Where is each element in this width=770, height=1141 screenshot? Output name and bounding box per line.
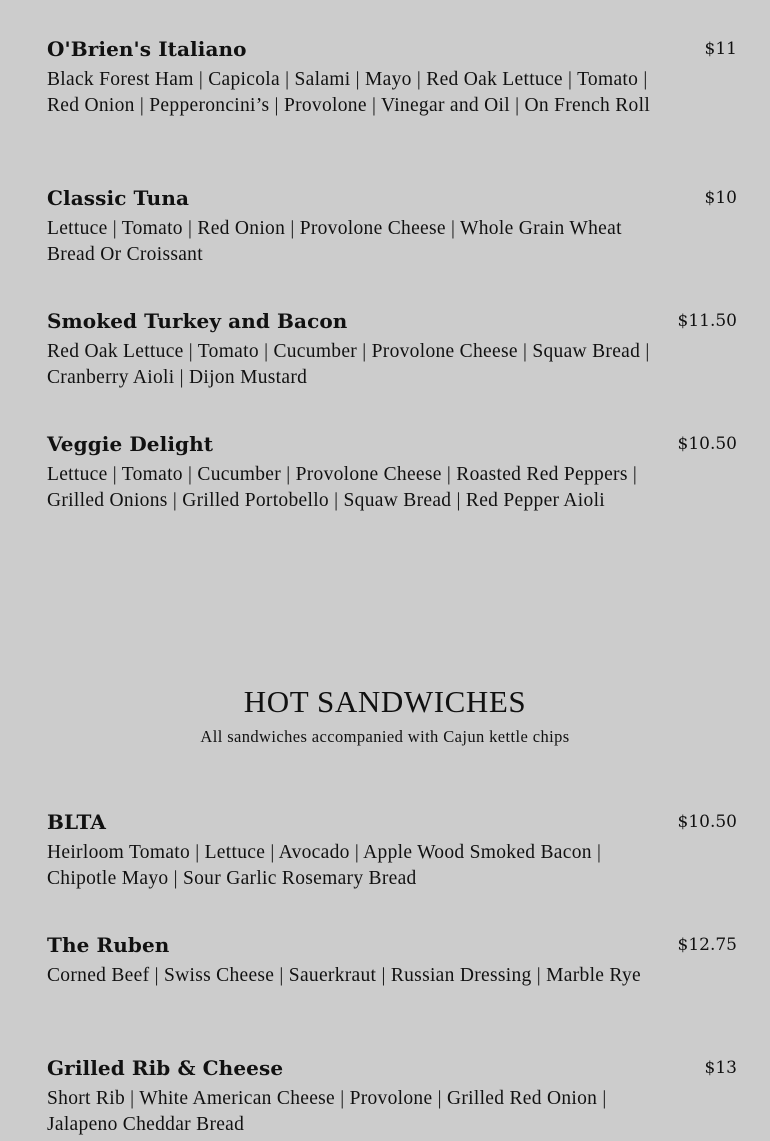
item-price: $12.75	[677, 935, 737, 955]
menu-item	[47, 309, 737, 391]
item-price: $11	[704, 39, 737, 59]
item-name: Veggie Delight	[47, 432, 214, 456]
item-name: O'Brien's Italiano	[47, 37, 247, 61]
item-price: $11.50	[677, 311, 737, 331]
item-description: Corned Beef | Swiss Cheese | Sauerkraut | Russian Dressing | Marble Rye	[47, 965, 641, 986]
menu-item	[47, 37, 737, 119]
item-price: $10	[704, 188, 737, 208]
menu-item	[47, 933, 737, 989]
section-subtitle: All sandwiches accompanied with Cajun kettle chips	[200, 727, 570, 746]
item-description: Short Rib | White American Cheese | Provolone | Grilled Red Onion | Jalapeno Cheddar Bread	[47, 1088, 607, 1135]
item-name: The Ruben	[47, 933, 170, 957]
menu-item	[47, 186, 737, 268]
item-name: Smoked Turkey and Bacon	[47, 309, 348, 333]
item-description: Black Forest Ham | Capicola | Salami | Mayo | Red Oak Lettuce | Tomato | Red Onion | Pepperoncini’s | Provolone | Vinegar and Oil | On French Roll	[47, 69, 651, 116]
item-description: Lettuce | Tomato | Red Onion | Provolone Cheese | Whole Grain Wheat Bread Or Croissant	[47, 218, 622, 265]
item-price: $10.50	[677, 812, 737, 832]
item-price: $13	[704, 1058, 737, 1078]
section-title: HOT SANDWICHES	[243, 684, 527, 719]
item-description: Heirloom Tomato | Lettuce | Avocado | Apple Wood Smoked Bacon | Chipotle Mayo | Sour Garlic Rosemary Bread	[47, 842, 602, 889]
item-name: Classic Tuna	[47, 186, 190, 210]
item-price: $10.50	[677, 434, 737, 454]
menu-item	[47, 1056, 737, 1138]
item-description: Lettuce | Tomato | Cucumber | Provolone Cheese | Roasted Red Peppers | Grilled Onions | Grilled Portobello | Squaw Bread | Red Pepper Aioli	[47, 464, 638, 511]
item-name: BLTA	[47, 810, 107, 834]
item-name: Grilled Rib & Cheese	[47, 1056, 284, 1080]
item-description: Red Oak Lettuce | Tomato | Cucumber | Provolone Cheese | Squaw Bread | Cranberry Aioli | Dijon Mustard	[47, 341, 650, 388]
menu-item	[47, 432, 737, 514]
menu-item	[47, 810, 737, 892]
